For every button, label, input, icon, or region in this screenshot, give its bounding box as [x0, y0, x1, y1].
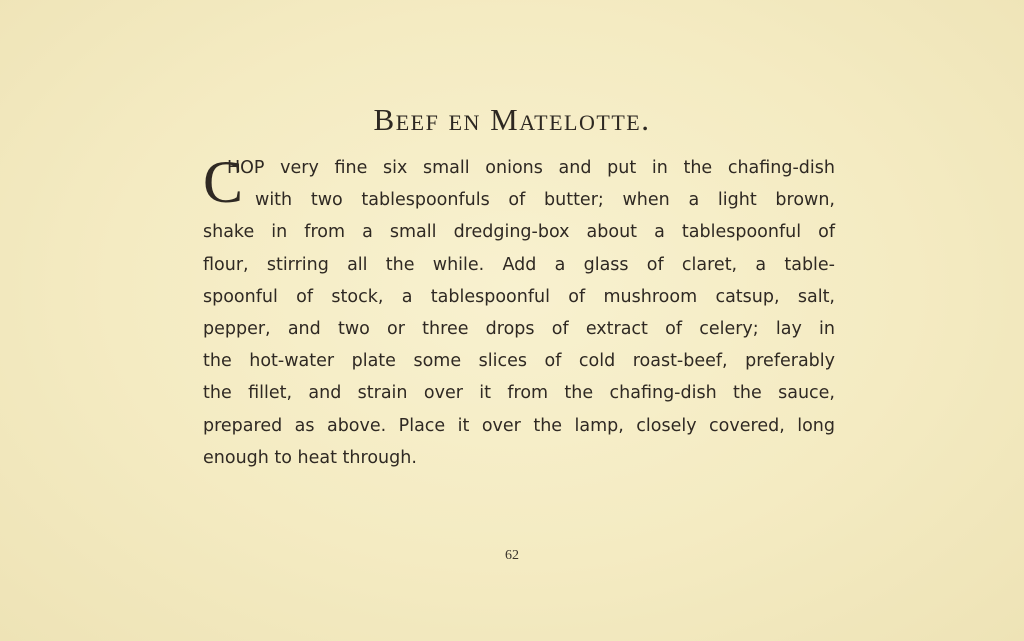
body-line: spoonful of stock, a tablespoonful of mushroom catsup, salt, [203, 286, 835, 307]
body-line: prepared as above. Place it over the lamp, closely covered, long [203, 415, 835, 436]
recipe-body [203, 149, 835, 482]
body-line: pepper, and two or three drops of extract of celery; lay in [203, 318, 835, 339]
recipe-title: Beef en Matelotte. [373, 102, 651, 137]
body-line: enough to heat through. [203, 447, 417, 468]
body-line: with two tablespoonfuls of butter; when a light brown, [255, 190, 835, 211]
drop-cap: C [203, 149, 244, 215]
body-line: HOP very fine six small onions and put in the chafing-dish [227, 158, 835, 178]
body-line: the fillet, and strain over it from the chafing-dish the sauce, [203, 383, 835, 404]
body-line: flour, stirring all the while. Add a glass of claret, a table- [203, 254, 835, 275]
body-line: shake in from a small dredging-box about a tablespoonful of [203, 222, 835, 243]
page-number: 62 [505, 548, 519, 563]
body-line: the hot-water plate some slices of cold roast-beef, preferably [203, 351, 835, 372]
